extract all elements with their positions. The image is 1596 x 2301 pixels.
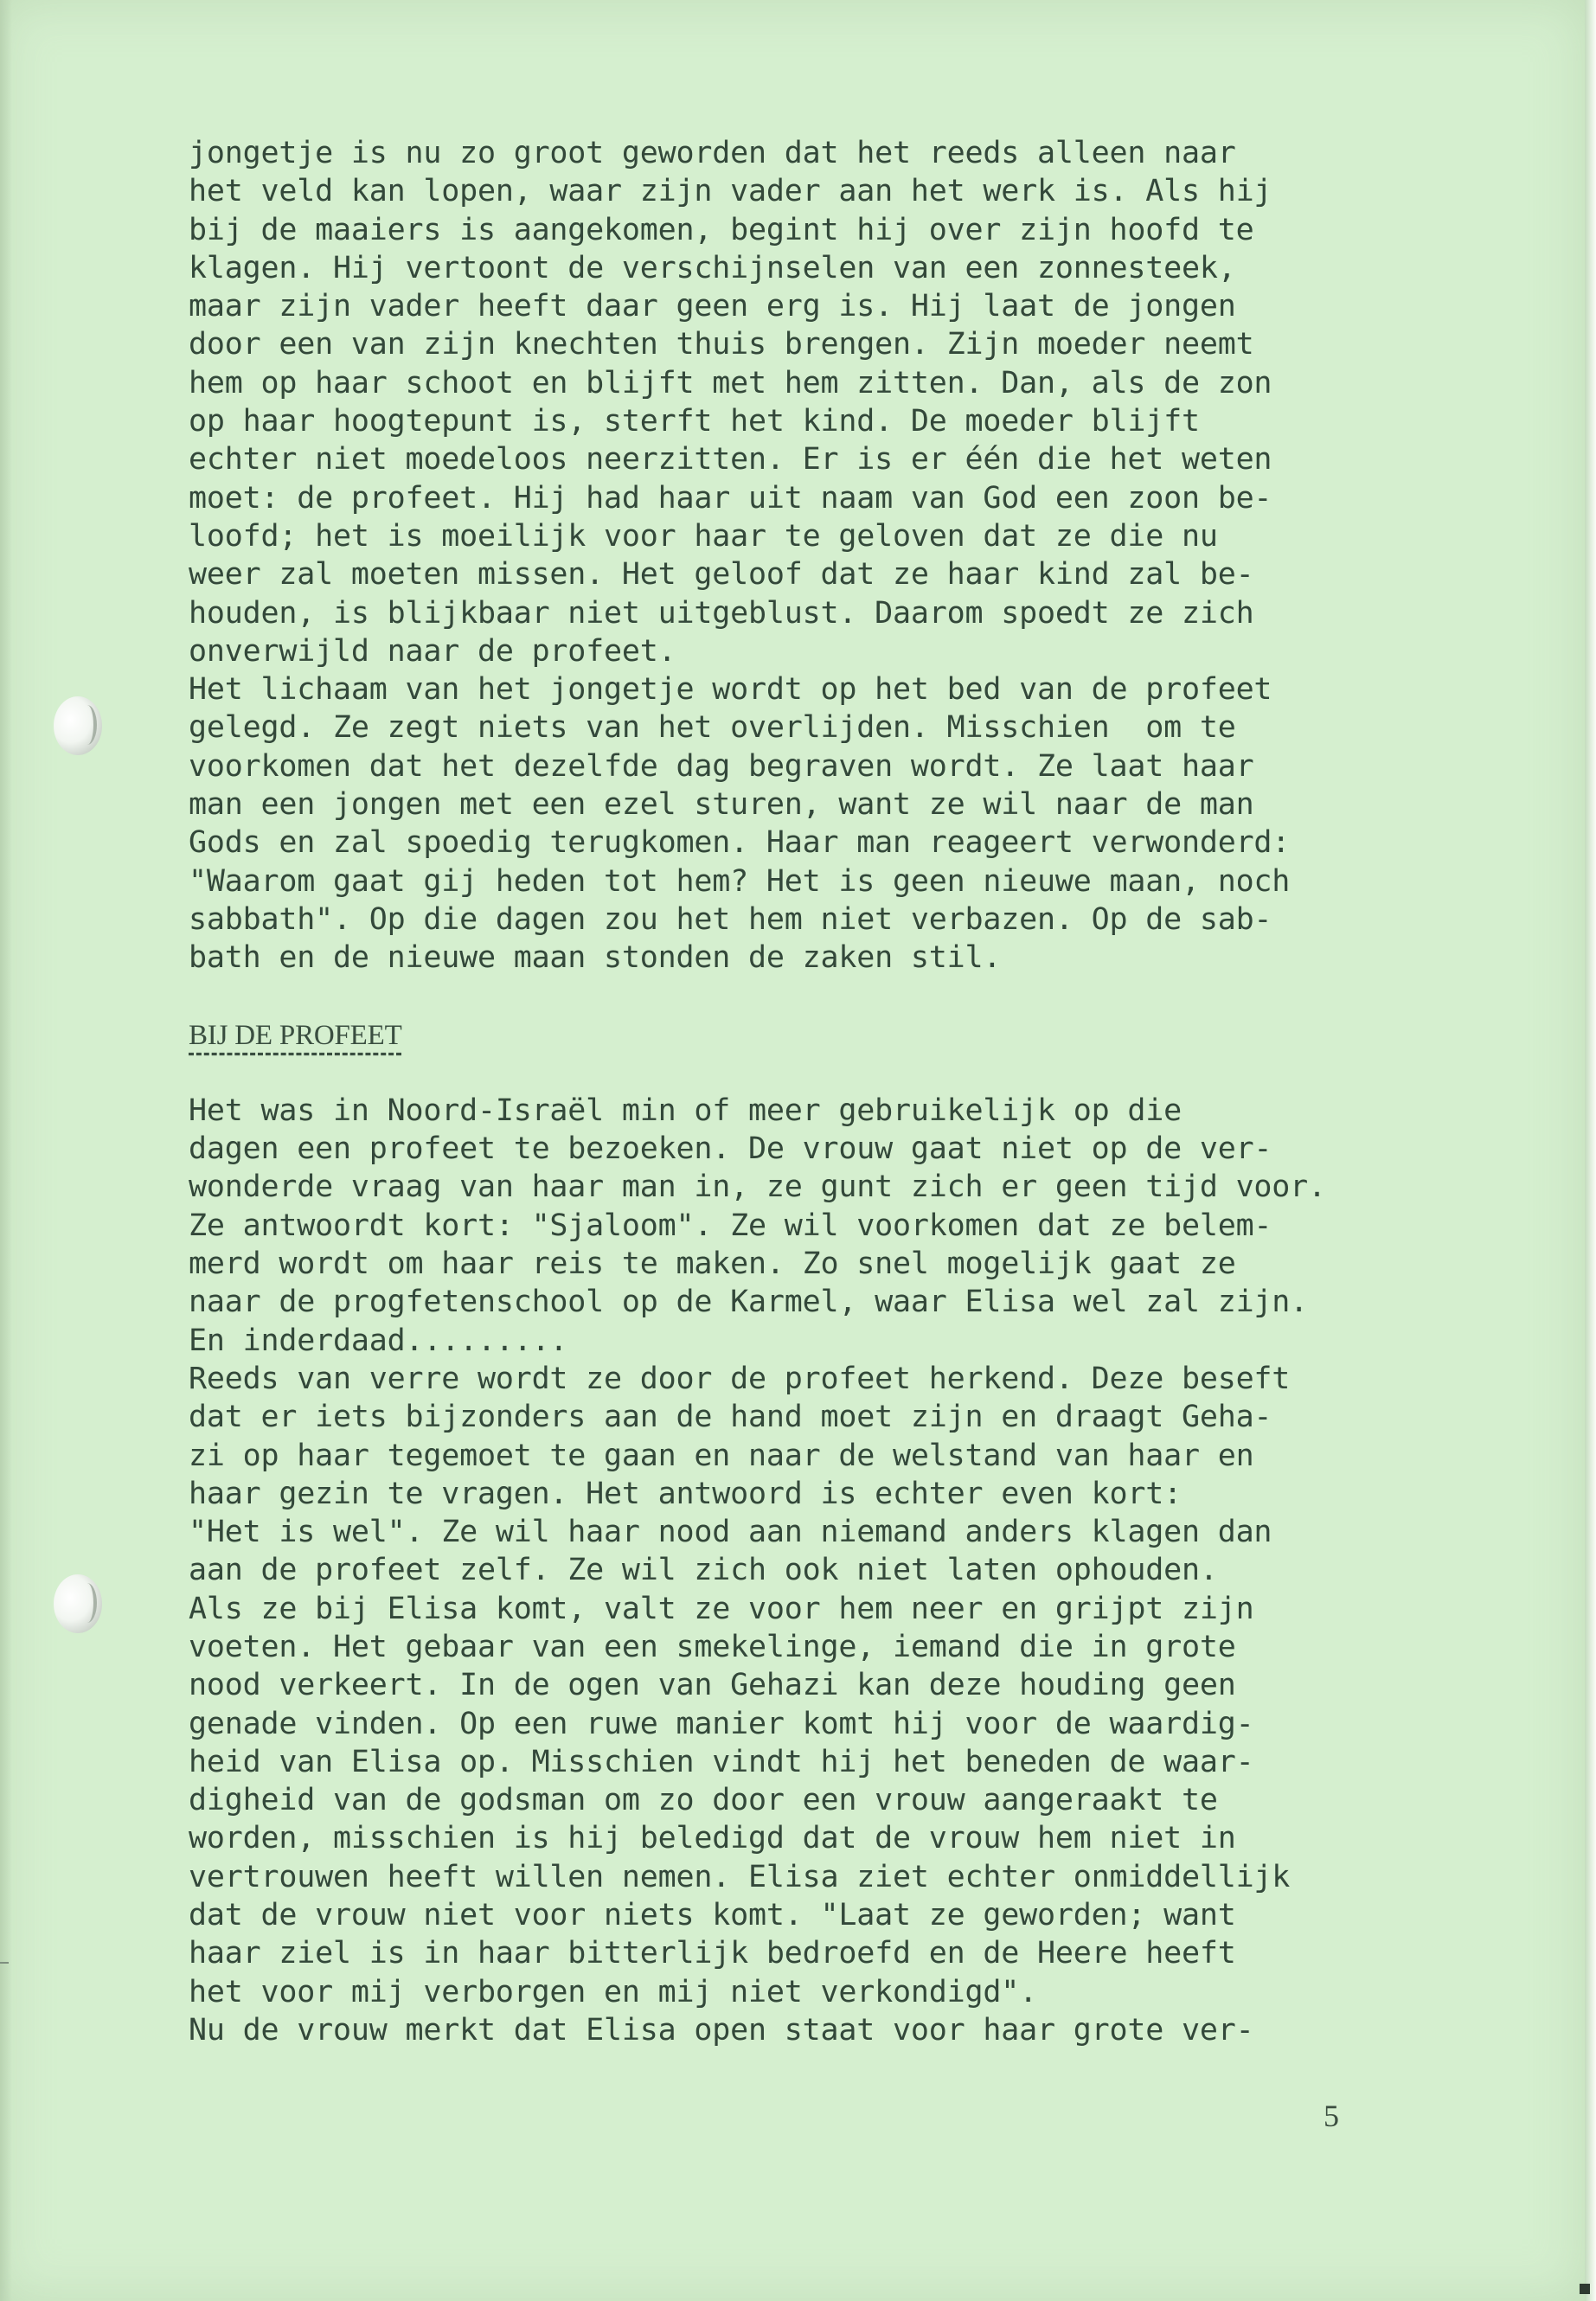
text-line: het voor mij verborgen en mij niet verkondigd". [189,1974,1037,2009]
text-line: vertrouwen heeft willen nemen. Elisa ziet echter onmiddellijk [189,1859,1291,1894]
text-line: Het lichaam van het jongetje wordt op het bed van de profeet [189,672,1272,708]
text-line: moet: de profeet. Hij had haar uit naam van God een zoon be- [189,480,1272,516]
page-edge [1585,0,1596,2301]
text-line: hem op haar schoot en blijft met hem zitten. Dan, als de zon [189,365,1272,401]
page-number: 5 [1324,2099,1339,2133]
text-line: voorkomen dat het dezelfde dag begraven wordt. Ze laat haar [189,748,1254,784]
paragraph-group-2 [189,1092,1486,2049]
text-line: echter niet moedeloos neerzitten. Er is er één die het weten [189,442,1272,478]
text-line: worden, misschien is hij beledigd dat de vrouw hem niet in [189,1821,1236,1856]
text-line: "Het is wel". Ze wil haar nood aan niemand anders klagen dan [189,1515,1272,1550]
text-line: Het was in Noord-Israël min of meer gebruikelijk op die [189,1093,1182,1128]
text-line: dagen een profeet te bezoeken. De vrouw gaat niet op de ver- [189,1131,1272,1167]
text-line: Gods en zal spoedig terugkomen. Haar man reageert verwonderd: [189,825,1291,861]
text-line: wonderde vraag van haar man in, ze gunt zich er geen tijd voor. [189,1170,1326,1205]
text-line: Als ze bij Elisa komt, valt ze voor hem neer en grijpt zijn [189,1591,1254,1626]
text-line: nood verkeert. In de ogen van Gehazi kan deze houding geen [189,1668,1236,1703]
text-line: Ze antwoordt kort: "Sjaloom". Ze wil voorkomen dat ze belem- [189,1208,1272,1243]
text-line: bij de maaiers is aangekomen, begint hij over zijn hoofd te [189,212,1254,247]
text-line: dat er iets bijzonders aan de hand moet zijn en draagt Geha- [189,1400,1272,1435]
text-line: houden, is blijkbaar niet uitgeblust. Daarom spoedt ze zich [189,595,1254,631]
text-line: op haar hoogtepunt is, sterft het kind. De moeder blijft [189,404,1200,439]
page-left-shadow [0,0,12,2301]
text-line: sabbath". Op die dagen zou het hem niet verbazen. Op de sab- [189,901,1272,937]
text-line: voeten. Het gebaar van een smekelinge, iemand die in grote [189,1629,1236,1664]
text-line: naar de progfetenschool op de Karmel, waar Elisa wel zal zijn. [189,1285,1309,1320]
text-line: klagen. Hij vertoont de verschijnselen van een zonnesteek, [189,250,1236,285]
text-line: genade vinden. Op een ruwe manier komt hij voor de waardig- [189,1706,1254,1741]
text-line: merd wordt om haar reis te maken. Zo snel mogelijk gaat ze [189,1247,1236,1282]
text-line: Reeds van verre wordt ze door de profeet herkend. Deze beseft [189,1361,1291,1396]
text-line: jongetje is nu zo groot geworden dat het reeds alleen naar [189,136,1236,170]
text-line: zi op haar tegemoet te gaan en naar de welstand van haar en [189,1438,1254,1473]
punch-hole-bottom [54,1574,102,1633]
text-line: En inderdaad......... [189,1323,568,1358]
text-line: digheid van de godsman om zo door een vrouw aangeraakt te [189,1783,1218,1818]
section-heading: BIJ DE PROFEET [189,1019,402,1051]
text-line: haar gezin te vragen. Het antwoord is echter even kort: [189,1476,1182,1511]
text-line: haar ziel is in haar bitterlijk bedroefd en de Heere heeft [189,1936,1236,1971]
paragraph-group-1 [189,134,1486,977]
margin-tick-mark [0,1962,9,1964]
text-line: onverwijld naar de profeet. [189,633,676,669]
corner-mark [1580,2284,1590,2294]
text-line: man een jongen met een ezel sturen, want ze wil naar de man [189,787,1254,823]
text-line: heid van Elisa op. Misschien vindt hij het beneden de waar- [189,1744,1254,1779]
text-line: weer zal moeten missen. Het geloof dat ze haar kind zal be- [189,557,1254,593]
section-heading-line [189,1016,1486,1054]
punch-hole-top [54,696,102,755]
text-line: Nu de vrouw merkt dat Elisa open staat voor haar grote ver- [189,2012,1254,2048]
text-line: door een van zijn knechten thuis brengen. Zijn moeder neemt [189,327,1254,362]
article-text [189,134,1486,2049]
text-line: "Waarom gaat gij heden tot hem? Het is geen nieuwe maan, noch [189,863,1291,899]
text-line: loofd; het is moeilijk voor haar te geloven dat ze die nu [189,518,1218,554]
text-line: het veld kan lopen, waar zijn vader aan het werk is. Als hij [189,174,1272,209]
text-line: gelegd. Ze zegt niets van het overlijden. Misschien om te [189,710,1236,746]
text-line: maar zijn vader heeft daar geen erg is. Hij laat de jongen [189,289,1236,324]
text-line: dat de vrouw niet voor niets komt. "Laat ze geworden; want [189,1898,1236,1933]
text-line: aan de profeet zelf. Ze wil zich ook niet laten ophouden. [189,1553,1218,1588]
text-line: bath en de nieuwe maan stonden de zaken stil. [189,940,1002,976]
